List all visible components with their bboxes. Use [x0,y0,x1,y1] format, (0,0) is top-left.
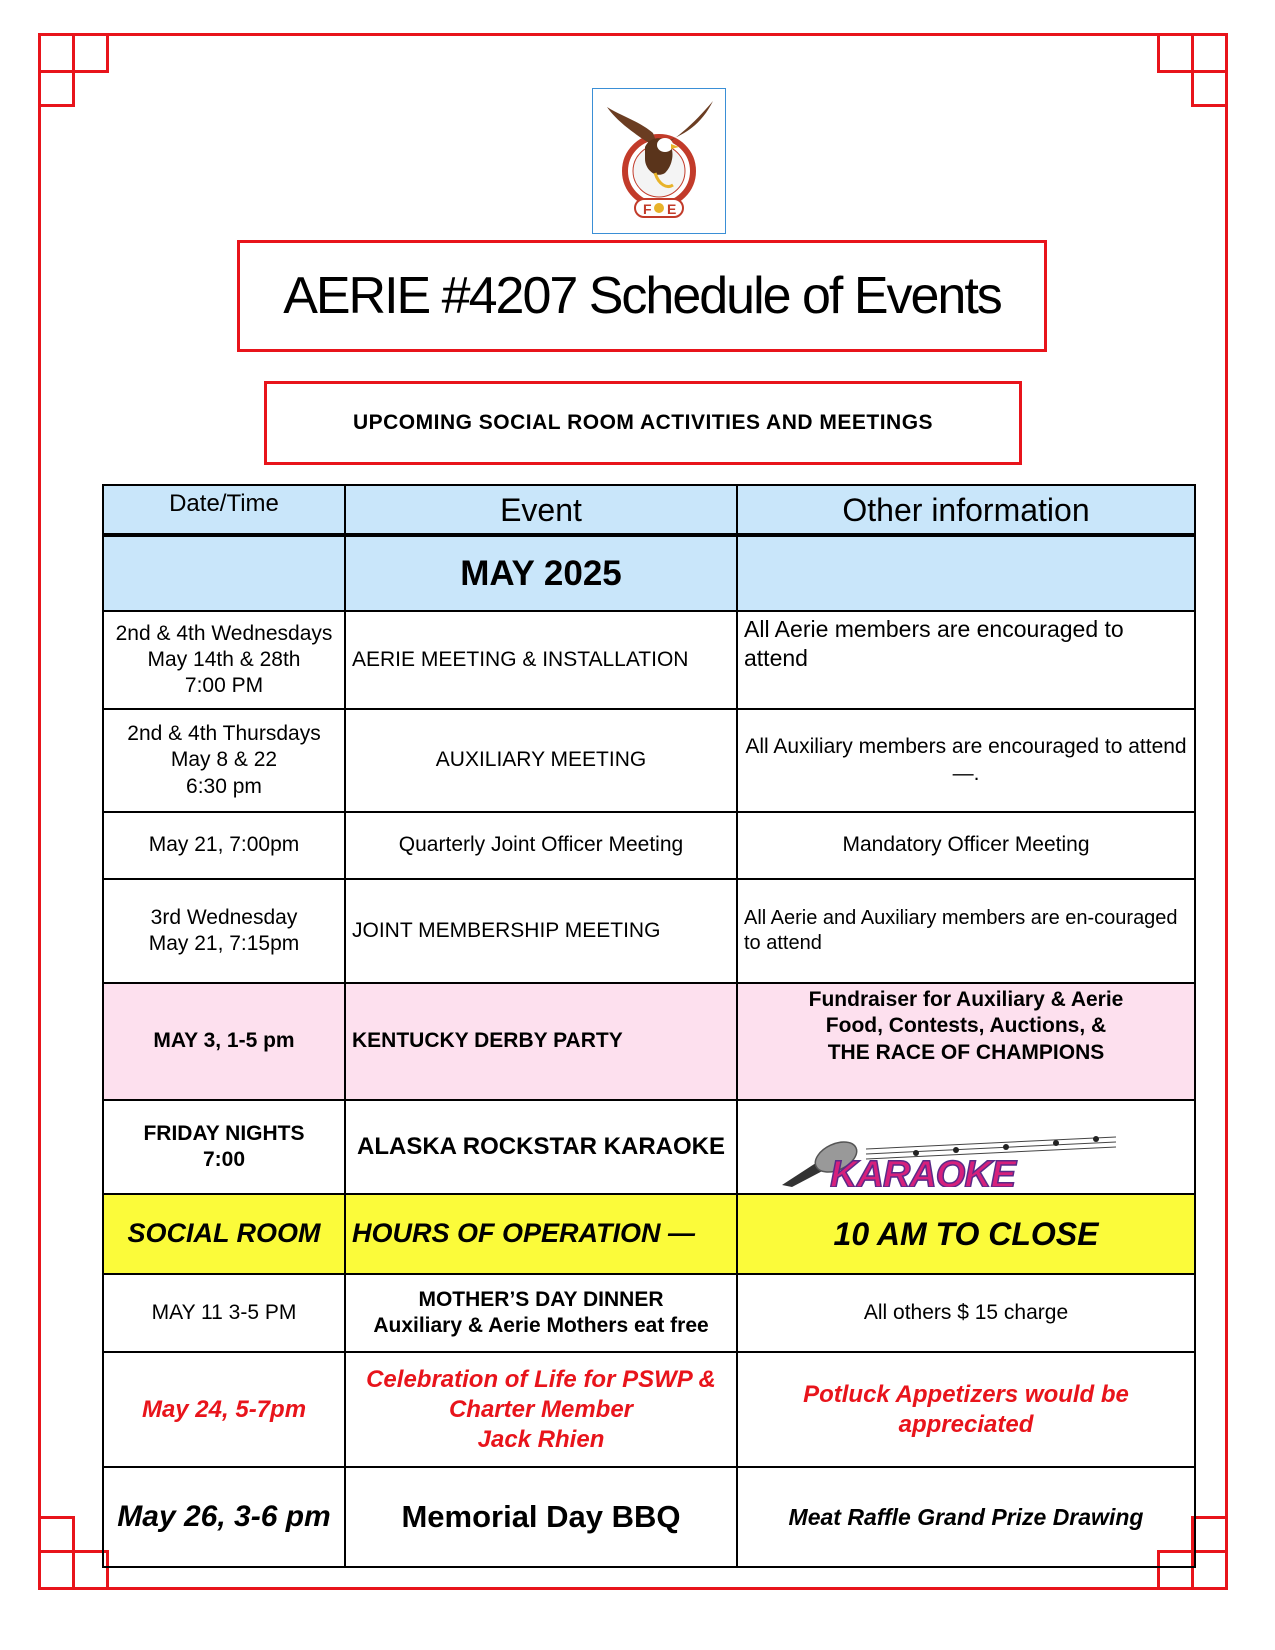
row-event: Celebration of Life for PSWP & Charter Member Jack Rhien [345,1352,737,1467]
row-info: Meat Raffle Grand Prize Drawing [737,1467,1195,1567]
logo-letter-e: E [667,201,677,217]
row-date: 2nd & 4th Wednesdays May 14th & 28th 7:00 PM [103,611,345,709]
row-date: May 24, 5-7pm [103,1352,345,1467]
row-event: MOTHER’S DAY DINNER Auxiliary & Aerie Mothers eat free [345,1274,737,1352]
subtitle-box [264,381,1022,465]
row-info: All others $ 15 charge [737,1274,1195,1352]
table-row [103,611,1195,709]
row-date: MAY 11 3-5 PM [103,1274,345,1352]
corner-ornament-top-left-2 [38,33,75,107]
row-info: Mandatory Officer Meeting [737,812,1195,879]
table-row [103,1467,1195,1567]
row-date: FRIDAY NIGHTS 7:00 [103,1100,345,1194]
row-event: HOURS OF OPERATION — [345,1194,737,1274]
karaoke-logo-text: KARAOKE [830,1154,1016,1187]
row-event: KENTUCKY DERBY PARTY [345,983,737,1100]
row-event: Quarterly Joint Officer Meeting [345,812,737,879]
row-date: MAY 3, 1-5 pm [103,983,345,1100]
row-info: All Aerie members are encouraged to attend [737,611,1195,709]
row-info: 10 AM TO CLOSE [737,1194,1195,1274]
corner-ornament-top-right-2 [1191,33,1228,107]
month-empty-cell-2 [737,535,1195,611]
table-row [103,983,1195,1100]
logo-letter-f: F [643,201,652,217]
row-date: May 26, 3-6 pm [103,1467,345,1567]
row-event: AERIE MEETING & INSTALLATION [345,611,737,709]
table-row [103,1100,1195,1194]
row-date: SOCIAL ROOM [103,1194,345,1274]
table-row [103,709,1195,812]
row-date: May 21, 7:00pm [103,812,345,879]
row-event: JOINT MEMBERSHIP MEETING [345,879,737,983]
page-title: AERIE #4207 Schedule of Events [283,267,1001,325]
row-info: Fundraiser for Auxiliary & Aerie Food, Contests, Auctions, & THE RACE OF CHAMPIONS [737,983,1195,1100]
header-event: Event [345,485,737,535]
row-date: 3rd Wednesday May 21, 7:15pm [103,879,345,983]
header-info: Other information [737,485,1195,535]
row-info: Potluck Appetizers would be appreciated [737,1352,1195,1467]
row-info [737,1100,1195,1194]
table-row [103,879,1195,983]
row-info: All Aerie and Auxiliary members are en-couraged to attend [737,879,1195,983]
table-row [103,1194,1195,1274]
table-header-row [103,485,1195,535]
row-date: 2nd & 4th Thursdays May 8 & 22 6:30 pm [103,709,345,812]
foe-eagle-logo [592,88,726,234]
row-info: All Auxiliary members are encouraged to attend—. [737,709,1195,812]
corner-ornament-bottom-right-2 [1191,1516,1228,1590]
page-subtitle: UPCOMING SOCIAL ROOM ACTIVITIES AND MEETINGS [352,411,934,434]
karaoke-graphic [756,1101,1176,1187]
table-row [103,812,1195,879]
month-label: MAY 2025 [345,535,737,611]
header-date: Date/Time [103,485,345,535]
row-event: Memorial Day BBQ [345,1467,737,1567]
table-row [103,1352,1195,1467]
corner-ornament-bottom-left-2 [38,1516,75,1590]
table-row [103,1274,1195,1352]
events-table [102,484,1196,1568]
row-event: AUXILIARY MEETING [345,709,737,812]
row-event: ALASKA ROCKSTAR KARAOKE [345,1100,737,1194]
month-row [103,535,1195,611]
title-box [237,240,1047,352]
month-empty-cell [103,535,345,611]
